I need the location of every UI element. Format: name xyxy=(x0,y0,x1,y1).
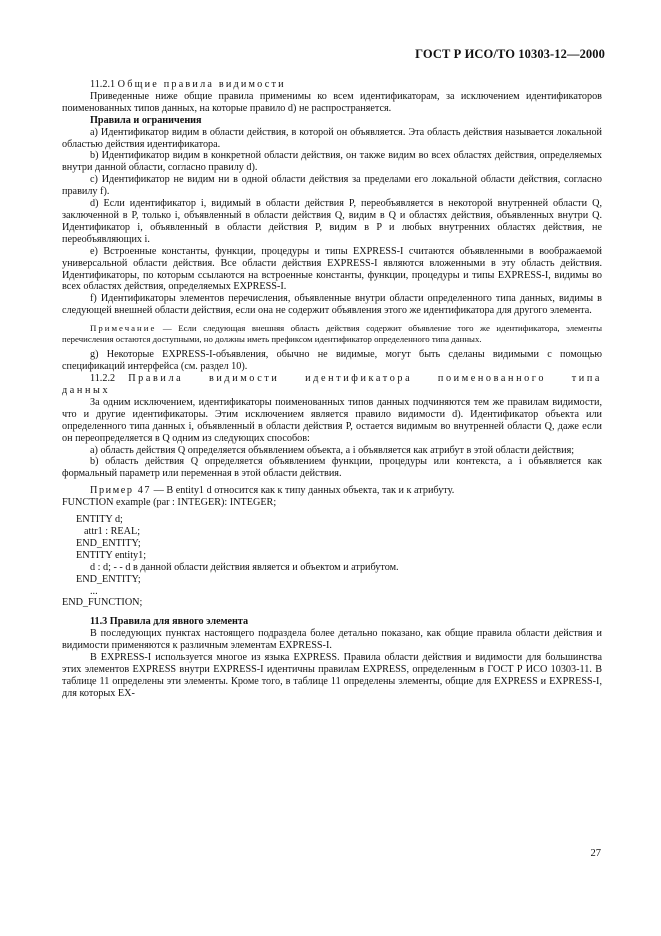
example-caption xyxy=(62,485,602,497)
section-11-3-heading: 11.3 Правила для явного элемента xyxy=(90,616,249,628)
case-b: b) область действия Q определяется объявлением функции, процедуры или контекста, а i объявляется как формальный параметр или переменная в этой области действия. xyxy=(62,456,602,480)
code-line: FUNCTION example (par : INTEGER): INTEGER; xyxy=(62,497,277,509)
note-text: — Если следующая внешняя область действия содержит объявление того же идентификатора, элементы перечисления остаются доступными, но должны иметь префиксом идентификатор определенного типа данных. xyxy=(62,323,602,344)
code-line: attr1 : REAL; xyxy=(84,526,141,537)
rule-c: c) Идентификатор не видим ни в одной области действия за пределами его локальной области действия, согласно правилу f). xyxy=(62,174,602,198)
note xyxy=(62,323,602,344)
section-11-2-2-heading: 11.2.2 Правила видимости идентификатора поименованного типа данных xyxy=(62,373,603,397)
rule-g: g) Некоторые EXPRESS-I-объявления, обычно не видимые, могут быть сделаны видимыми с помощью спецификаций интерфейса (см. раздел 10). xyxy=(62,349,602,373)
code-line: ... xyxy=(90,585,98,597)
paragraph: В последующих пунктах настоящего подраздела более детально показано, как общие правила области действия и видимости применяются к различным элементам EXPRESS-I. xyxy=(62,628,602,652)
rules-heading: Правила и ограничения xyxy=(90,114,202,126)
code-line: END_FUNCTION; xyxy=(62,597,143,609)
rule-d: d) Если идентификатор i, видимый в области действия P, переобъявляется в некоторой внутренней области Q, заключенной в P, только i, объявленный в области действия Q, видим в Q и областях действия, объявленных внутри Q. Идентификатор i, объявленный в области действия P, видим в P и любых внутренних областях действия, не переобъявляющих i. xyxy=(62,198,602,245)
rule-f: f) Идентификаторы элементов перечисления, объявленные внутри области определенного типа данных, видимы в следующей внешней области действия, если она не содержит объявления этого же идентификатора для другого элемента. xyxy=(62,293,602,317)
example-label: Пример 47 xyxy=(90,485,152,497)
rule-e: e) Встроенные константы, функции, процедуры и типы EXPRESS-I считаются объявленными в воображаемой универсальной области действия. Все области действия EXPRESS-I являются вложенными в эту область действия. Идентификаторы, по которым ссылаются на встроенные константы, функции, процедуры и типы EXPRESS-I, видимы во всех областях действия, определяемых EXPRESS-I. xyxy=(62,245,602,293)
code-line: END_ENTITY; xyxy=(76,573,141,585)
rule-b: b) Идентификатор видим в конкретной области действия, он также видим во всех областях действия, определяемых внутри данной области, согласно правилу d). xyxy=(62,150,602,174)
code-line: ENTITY entity1; xyxy=(76,549,147,561)
paragraph: Приведенные ниже общие правила применимы ко всем идентификаторам, за исключением идентификаторов поименованных типов данных, на которые правило d) не распространяется. xyxy=(62,90,602,114)
case-a: a) область действия Q определяется объявлением объекта, а i объявляется как атрибут в этой области действия; xyxy=(90,444,575,456)
paragraph: В EXPRESS-I используется многое из языка EXPRESS. Правила области действия и видимости для большинства этих элементов EXPRESS внутри EXPRESS-I идентичны правилам EXPRESS, определенным в ГОСТ Р ИСО 10303-11. В таблице 11 определены эти элементы. Кроме того, в таблице 11 определены элементы, общие для EXPRESS и EXPRESS-I, для которых EX- xyxy=(62,652,602,699)
code-line: END_ENTITY; xyxy=(76,537,141,549)
rule-a: a) Идентификатор видим в области действия, в которой он объявляется. Эта область действия называется локальной областью действия идентификатора. xyxy=(62,126,602,150)
page-content xyxy=(62,79,602,700)
note-label: Примечание xyxy=(90,323,157,334)
code-block xyxy=(62,497,602,609)
page-number: 27 xyxy=(590,848,601,859)
paragraph: За одним исключением, идентификаторы поименованных типов данных подчиняются тем же правилам видимости, что и другие идентификаторы. Этим исключением является правило видимости d). Идентификатор объекта или определенного типа данных i, объявленный в области действия P, остается видимым во внутренней области Q, даже если он переопределяется в Q одним из следующих способов: xyxy=(62,396,602,444)
page-header: ГОСТ Р ИСО/ТО 10303-12—2000 xyxy=(415,47,605,61)
code-line: d : d; - - d в данной области действия является и объектом и атрибутом. xyxy=(90,561,399,573)
section-11-2-1-heading: 11.2.1 Общие правила видимости xyxy=(90,79,286,90)
example-text: — В entity1 d относится как к типу данных объекта, так и к атрибуту. xyxy=(151,485,455,497)
code-line: ENTITY d; xyxy=(76,514,123,526)
